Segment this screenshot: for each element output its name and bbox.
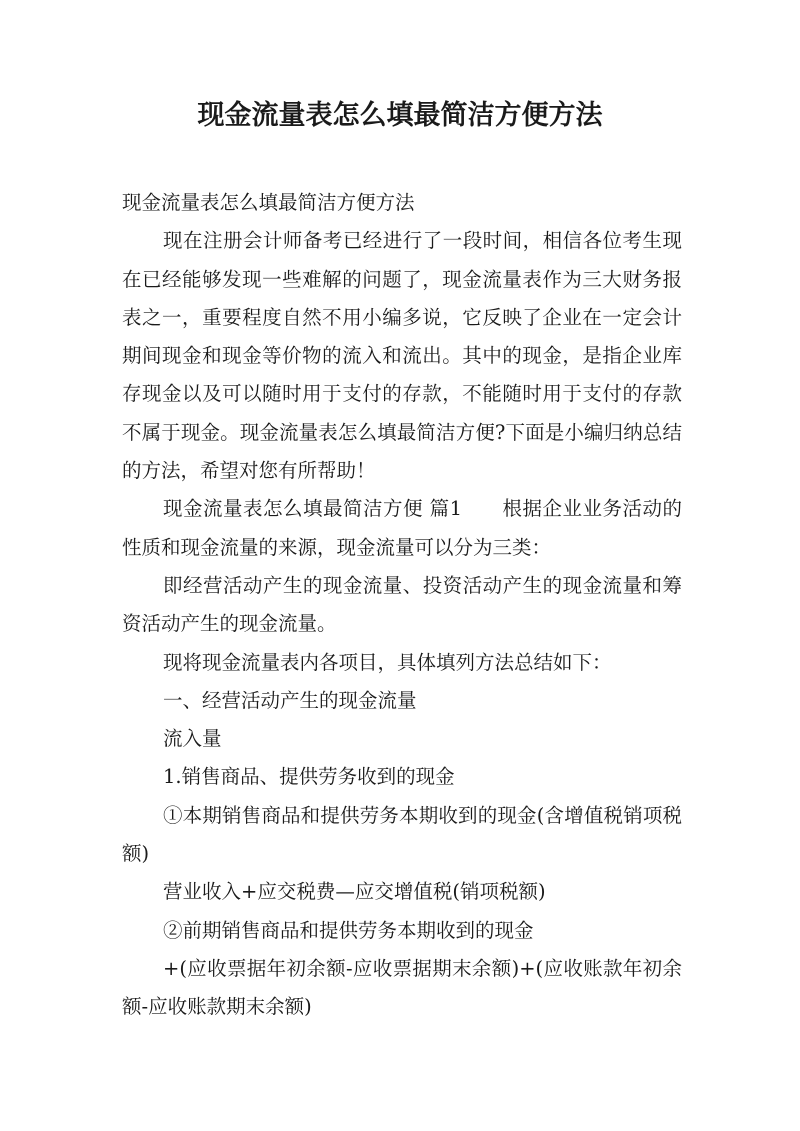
item-sales-cash: 1.销售商品、提供劳务收到的现金 <box>163 765 455 789</box>
formula-revenue: 营业收入+应交税费—应交增值税(销项税额) <box>163 880 546 904</box>
document-body <box>122 184 682 1027</box>
heading-inflow: 流入量 <box>163 727 222 751</box>
heading-operating-activities: 一、经营活动产生的现金流量 <box>163 688 417 712</box>
summary-intro-paragraph: 现将现金流量表内各项目，具体填列方法总结如下： <box>163 650 612 674</box>
formula-receivables: +(应收票据年初余额-应收票据期末余额)+(应收账款年初余额-应收账款期末余额) <box>122 956 682 1019</box>
intro-paragraph: 现在注册会计师备考已经进行了一段时间，相信各位考生现在已经能够发现一些难解的问题了，现金流量表作为三大财务报表之一，重要程度自然不用小编多说，它反映了企业在一定会计期间现金和现金等价物的流入和流出。其中的现金，是指企业库存现金以及可以随时用于支付的存款，不能随时用于支付的存款不属于现金。现金流量表怎么填最简洁方便?下面是小编归纳总结的方法，希望对您有所帮助！ <box>122 229 682 483</box>
categories-paragraph: 即经营活动产生的现金流量、投资活动产生的现金流量和筹资活动产生的现金流量。 <box>122 573 682 636</box>
item-prior-period-cash: ②前期销售商品和提供劳务本期收到的现金 <box>163 918 534 942</box>
item-current-period-cash: ①本期销售商品和提供劳务本期收到的现金(含增值税销项税额) <box>122 803 682 866</box>
document-title: 现金流量表怎么填最简洁方便方法 <box>197 100 603 131</box>
subtitle-paragraph: 现金流量表怎么填最简洁方便方法 <box>122 191 415 214</box>
section-paragraph: 现金流量表怎么填最简洁方便 篇1 根据企业业务活动的性质和现金流量的来源，现金流量可以分为三类： <box>122 497 682 559</box>
